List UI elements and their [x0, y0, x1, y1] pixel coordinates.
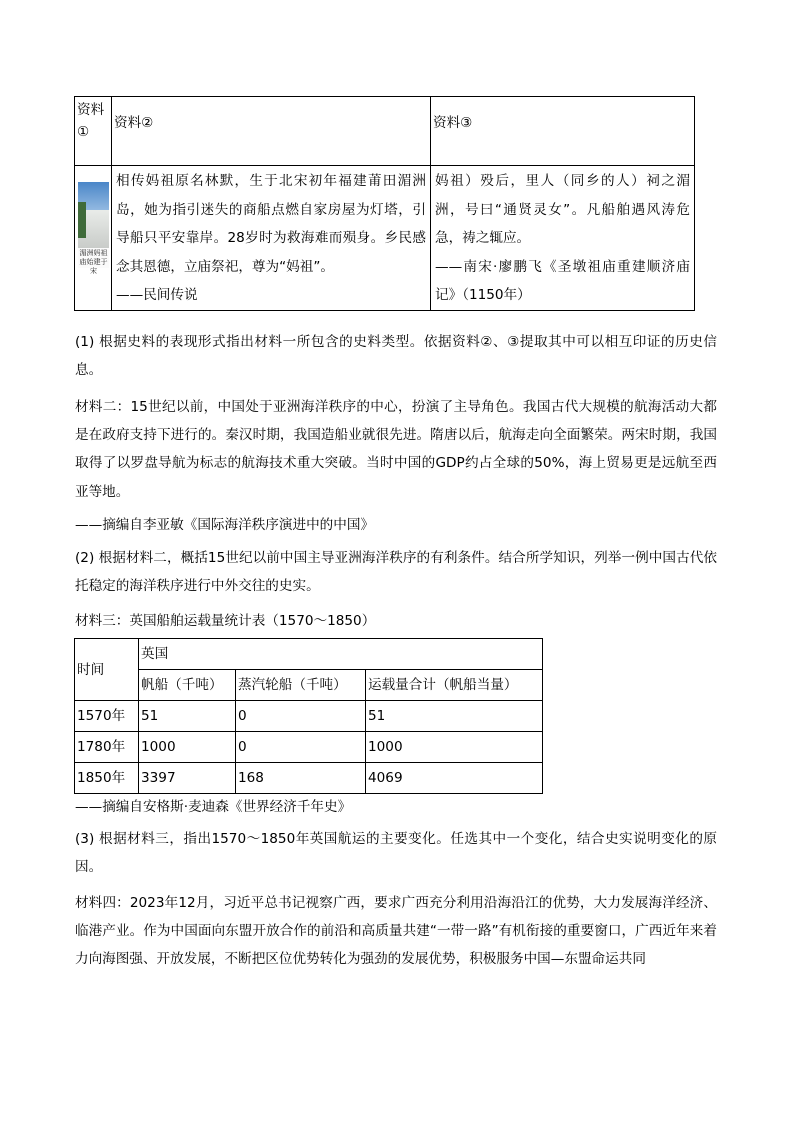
steam-cell: 0: [236, 701, 366, 732]
question-1: (1) 根据史料的表现形式指出材料一所包含的史料类型。依据资料②、③提取其中可以相互印证的历史信息。: [75, 334, 717, 379]
table-row: [75, 732, 543, 763]
material-2-source: ——摘编自李亚敏《国际海洋秩序演进中的中国》: [75, 517, 375, 533]
sources-table-header-row: [75, 97, 695, 166]
steam-header: 蒸汽轮船（千吨）: [236, 670, 366, 701]
question-2: (2) 根据材料二，概括15世纪以前中国主导亚洲海洋秩序的有利条件。结合所学知识，列举一例中国古代依托稳定的海洋秩序进行中外交往的史实。: [75, 550, 717, 595]
total-cell: 1000: [366, 732, 543, 763]
material-4: 材料四：2023年12月，习近平总书记视察广西，要求广西充分利用沿海沿江的优势，大力发展海洋经济、临港产业。作为中国面向东盟开放合作的前沿和高质量共建“一带一路”有机衔接的重要窗口，广西近年来着力向海图强、开放发展，不断把区位优势转化为强劲的发展优势，积极服务中国—东盟命运共同: [75, 895, 717, 968]
sail-cell: 3397: [139, 763, 236, 794]
time-header: 时间: [75, 639, 139, 701]
country-header: 英国: [139, 639, 543, 670]
table-row: [75, 701, 543, 732]
source-3-cell: [431, 166, 695, 311]
material-3-source: ——摘编自安格斯·麦迪森《世界经济千年史》: [75, 799, 352, 815]
source-2-origin: ——民间传说: [116, 287, 198, 303]
table-row: [75, 763, 543, 794]
source-3-header: 资料③: [431, 97, 695, 166]
source-2-header: 资料②: [112, 97, 431, 166]
shipping-table-header-row-2: [75, 670, 543, 701]
sources-table-content-row: [75, 166, 695, 311]
year-cell: 1780年: [75, 732, 139, 763]
sail-header: 帆船（千吨）: [139, 670, 236, 701]
steam-cell: 0: [236, 732, 366, 763]
source-2-text: 相传妈祖原名林默，生于北宋初年福建莆田湄洲岛，她为指引迷失的商船点燃自家房屋为灯塔，引导船只平安靠岸。28岁时为救海难而殒身。乡民感念其恩德，立庙祭祀，尊为“妈祖”。: [116, 173, 426, 275]
steam-cell: 168: [236, 763, 366, 794]
source-3-text: 妈祖）殁后，里人（同乡的人）祠之湄洲，号曰“通贤灵女”。凡船舶遇风涛危急，祷之辄应。: [435, 173, 690, 246]
source-1-cell: [75, 166, 112, 311]
year-cell: 1570年: [75, 701, 139, 732]
question-3: (3) 根据材料三，指出1570～1850年英国航运的主要变化。任选其中一个变化，结合史实说明变化的原因。: [75, 831, 717, 876]
shipping-table-header-row-1: [75, 639, 543, 670]
material-2: 材料二：15世纪以前，中国处于亚洲海洋秩序的中心，扮演了主导角色。我国古代大规模的航海活动大都是在政府支持下进行的。秦汉时期，我国造船业就很先进。隋唐以后，航海走向全面繁荣。两宋时期，我国取得了以罗盘导航为标志的航海技术重大突破。当时中国的GDP约占全球的50%，海上贸易更是远航至西亚等地。: [75, 399, 717, 500]
source-2-cell: [112, 166, 431, 311]
sail-cell: 1000: [139, 732, 236, 763]
mazu-temple-photo: [78, 182, 109, 275]
shipping-table: [74, 638, 543, 794]
material-3-title: 材料三：英国船舶运载量统计表（1570～1850）: [75, 613, 376, 629]
photo-caption: 湄洲妈祖庙始建于宋: [79, 249, 108, 275]
year-cell: 1850年: [75, 763, 139, 794]
source-1-header: 资料①: [75, 97, 112, 166]
sources-table: [74, 96, 695, 311]
source-3-origin: ——南宋·廖鹏飞《圣墩祖庙重建顺济庙记》（1150年）: [435, 258, 690, 303]
total-cell: 4069: [366, 763, 543, 794]
total-cell: 51: [366, 701, 543, 732]
sail-cell: 51: [139, 701, 236, 732]
total-header: 运载量合计（帆船当量）: [366, 670, 543, 701]
